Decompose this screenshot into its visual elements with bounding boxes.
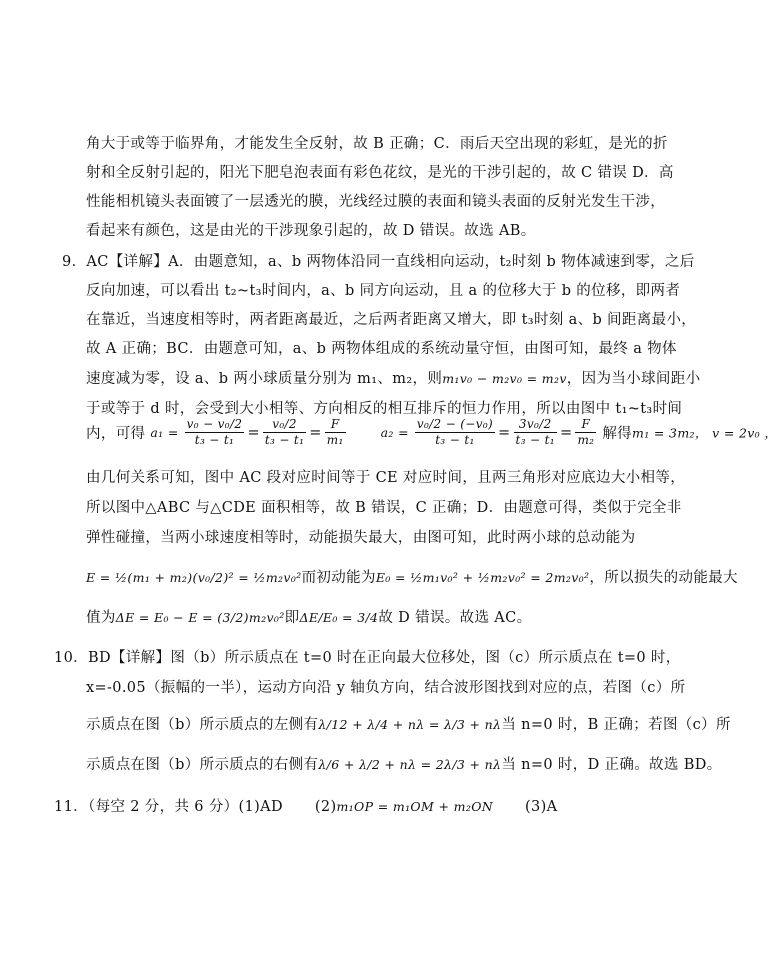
- text-segment: 解得: [602, 426, 633, 442]
- text-line: 由几何关系可知，图中 AC 段对应时间等于 CE 对应时间，且两三角形对应底边大小相等，: [86, 470, 686, 486]
- right-side-formula: λ/6 + λ/2 + nλ = 2λ/3 + nλ: [318, 757, 502, 772]
- answer-11-2-formula: m₁OP = m₁OM + m₂ON: [336, 799, 494, 814]
- answer-11-line: [54, 795, 557, 816]
- text-segment: 速度减为零，设 a、b 两小球质量分别为 m₁、m₂，则: [86, 371, 443, 387]
- energy-loss-formula: ΔE = E₀ − E = (3/2)m₂v₀²: [115, 610, 285, 625]
- text-segment: 当 n=0 时，D 正确。故选 BD。: [501, 757, 722, 773]
- energy-ratio-formula: ΔE/E₀ = 3/4: [299, 610, 379, 625]
- text-line: 角大于或等于临界角，才能发生全反射，故 B 正确；C．雨后天空出现的彩虹，是光的折: [86, 136, 668, 152]
- text-line: 弹性碰撞，当两小球速度相等时，动能损失最大，由图可知，此时两小球的总动能为: [86, 530, 636, 546]
- final-energy-formula: E = ½(m₁ + m₂)(v₀/2)² = ½m₂v₀²: [86, 570, 302, 585]
- left-side-formula: λ/12 + λ/4 + nλ = λ/3 + nλ: [318, 717, 502, 732]
- text-segment: (2): [314, 799, 337, 815]
- answer-9-heading: 9．AC【详解】A．由题意知，a、b 两物体沿同一直线相向运动，t₂时刻 b 物体减速到零，之后: [62, 254, 695, 270]
- text-line: 性能相机镜头表面镀了一层透光的膜，光线经过膜的表面和镜头表面的反射光发生干涉，: [86, 194, 666, 210]
- momentum-formula: m₁v₀ − m₂v₀ = m₂v: [442, 371, 567, 386]
- initial-energy-formula: E₀ = ½m₁v₀² + ½m₂v₀² = 2m₂v₀²: [375, 570, 590, 585]
- text-segment: 当 n=0 时，B 正确；若图（c）所: [501, 717, 731, 733]
- a1-fraction-3: $\frac{F}{\text{m₁}}$: [326, 417, 344, 447]
- text-line: 反向加速，可以看出 t₂~t₃时间内，a、b 同方向运动，且 a 的位移大于 b 的位移，即两者: [86, 283, 681, 299]
- answer-10-heading: 10．BD【详解】图（b）所示质点在 t=0 时在正向最大位移处，图（c）所示质点在 t=0 时，: [54, 650, 681, 666]
- text-segment: 而初动能为: [301, 570, 376, 586]
- text-segment: 即: [284, 610, 300, 626]
- a2-fraction-2: $\frac{\text{3v₀/2}}{\text{t₃ − t₁}}$: [515, 417, 555, 447]
- a1-fraction-2: $\frac{\text{v₀/2}}{\text{t₃ − t₁}}$: [264, 417, 305, 447]
- text-line: 看起来有颜色，这是由光的干涉现象引起的，故 D 错误。故选 AB。: [86, 223, 536, 239]
- a2-fraction-1: $\frac{\text{v₀/2 − (−v₀)}}{\text{t₃ − t₁}}$: [416, 417, 494, 447]
- right-side-line: [86, 753, 722, 774]
- text-segment: 示质点在图（b）所示质点的左侧有: [86, 717, 319, 733]
- text-line-with-formula: [86, 367, 700, 388]
- energy-loss-line: [86, 606, 531, 627]
- text-line: 在靠近，当速度相等时，两者距离最近，之后两者距离又增大，即 t₃时刻 a、b 间距离最小，: [86, 312, 697, 328]
- a2-fraction-3: $\frac{F}{\text{m₂}}$: [577, 417, 595, 447]
- text-segment: (3)A: [525, 799, 558, 815]
- energy-line: [86, 566, 738, 587]
- a1-fraction-1: $\frac{\text{v₀ − v₀/2}}{\text{t₃ − t₁}}$: [186, 417, 243, 447]
- text-segment: 值为: [86, 610, 116, 626]
- text-segment: 11．（每空 2 分，共 6 分）(1)AD: [54, 799, 283, 815]
- text-line: 于或等于 d 时，会受到大小相等、方向相反的相互排斥的恒力作用，所以由图中 t₁~t₃时间: [86, 401, 683, 417]
- text-segment: ，所以损失的动能最大: [589, 570, 738, 586]
- a2-label: a₂ =: [380, 425, 409, 440]
- solve-result: m₁ = 3m₂， v = 2v₀ ，: [632, 425, 777, 441]
- text-line: x=-0.05（振幅的一半），运动方向沿 y 轴负方向，结合波形图找到对应的点，若图（c）所: [86, 680, 686, 696]
- left-side-line: [86, 713, 731, 734]
- text-segment: 内，可得: [86, 426, 146, 442]
- text-line: 所以图中△ABC 与△CDE 面积相等，故 B 错误，C 正确；D．由题意可得，类似于完全非: [86, 500, 682, 516]
- text-segment: 故 D 错误。故选 AC。: [378, 610, 532, 626]
- text-line: 射和全反射引起的，阳光下肥皂泡表面有彩色花纹，是光的干涉引起的，故 C 错误 D．高: [86, 165, 674, 181]
- text-line: 故 A 正确；BC．由题意可知，a、b 两物体组成的系统动量守恒，由图可知，最终 a 物体: [86, 341, 677, 357]
- a1-label: a₁ =: [150, 425, 179, 440]
- text-segment: ，因为当小球间距小: [566, 371, 701, 387]
- text-segment: 示质点在图（b）所示质点的右侧有: [86, 757, 319, 773]
- acceleration-equations: 内，可得 a₁ = $\frac{\text{v₀ − v₀/2}}{\text{t₃ − t₁}}$ = $\frac{\text{v₀/2}}{\text{t₃ − t₁}}$ = $\frac{F}{\text{m₁}}$ a₂ = $\frac{\text{v₀/2 − (−v₀)}}{\text{t₃ − t₁}}$ = $\frac{\text{3v₀/2}}{\text{t₃ − t₁}}$ = $\frac{F}{\text{m₂}}$ 解得m₁ = 3m₂， v = 2v₀ ，: [86, 417, 777, 447]
